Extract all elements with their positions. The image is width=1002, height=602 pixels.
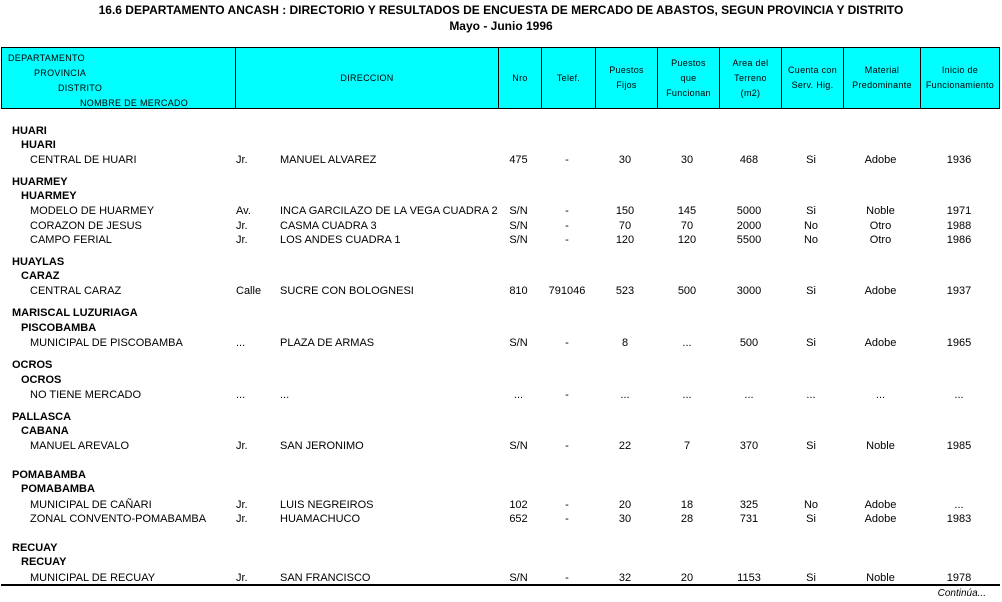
provincia-name: HUAYLAS: [12, 256, 65, 268]
distrito-row: [0, 269, 1002, 283]
page-title: 16.6 DEPARTAMENTO ANCASH : DIRECTORIO Y RESULTADOS DE ENCUESTA DE MERCADO DE ABASTOS, SEGUN PROVINCIA Y DISTRITO: [98, 3, 904, 17]
cell-mat: Adobe: [864, 499, 897, 511]
cell-tel: -: [565, 440, 569, 452]
header-nro: Nro: [499, 48, 542, 108]
distrito-name: CABANA: [21, 425, 69, 437]
cell-fijos: 150: [615, 205, 635, 217]
header-inicio: Inicio de Funcionamiento: [925, 65, 995, 90]
cell-mat: Adobe: [864, 154, 897, 166]
cell-mat: Adobe: [864, 285, 897, 297]
cell-via: Av.: [236, 205, 251, 217]
distrito-row: [0, 189, 1002, 203]
cell-func: 120: [677, 234, 697, 246]
distrito-name: HUARI: [21, 139, 56, 151]
cell-func: ...: [682, 337, 692, 349]
distrito-row: [0, 424, 1002, 438]
cell-area: 731: [739, 513, 759, 525]
cell-name: CORAZON DE JESUS: [30, 220, 142, 232]
cell-tel: -: [565, 154, 569, 166]
cell-area: 1153: [737, 572, 761, 584]
cell-name: MUNICIPAL DE CAÑARI: [30, 499, 152, 511]
distrito-row: [0, 482, 1002, 496]
header-puestos-fijos: Puestos Fijos: [596, 48, 658, 108]
cell-serv: Si: [806, 205, 816, 217]
cell-tel: -: [565, 205, 569, 217]
provincia-row: [0, 468, 1002, 482]
cell-serv: Si: [806, 440, 816, 452]
cell-dir: LUIS NEGREIROS: [280, 499, 374, 511]
cell-area: 3000: [736, 285, 762, 297]
cell-func: 7: [683, 440, 691, 452]
provincia-name: OCROS: [12, 359, 53, 371]
cell-inicio: ...: [954, 389, 964, 401]
distrito-row: [0, 321, 1002, 335]
distrito-name: OCROS: [21, 374, 62, 386]
header-area-terreno: Area del Terreno (m2): [720, 48, 782, 108]
provincia-row: [0, 175, 1002, 189]
cell-inicio: 1983: [946, 513, 972, 525]
cell-tel: -: [565, 513, 569, 525]
cell-name: MUNICIPAL DE PISCOBAMBA: [30, 337, 183, 349]
market-row: [0, 204, 1002, 218]
market-row: [0, 388, 1002, 402]
cell-inicio: 1985: [946, 440, 972, 452]
cell-name: MODELO DE HUARMEY: [30, 205, 155, 217]
cell-fijos: 20: [618, 499, 632, 511]
cell-mat: ...: [875, 389, 886, 401]
cell-nro: ...: [513, 389, 524, 401]
cell-fijos: ...: [620, 389, 630, 401]
market-row: [0, 439, 1002, 453]
cell-mat: Noble: [866, 440, 895, 452]
cell-serv: Si: [806, 285, 816, 297]
cell-nro: S/N: [509, 572, 528, 584]
cell-mat: Adobe: [864, 513, 897, 525]
cell-nro: 652: [509, 513, 528, 525]
cell-func: 20: [680, 572, 694, 584]
cell-tel: 791046: [548, 285, 586, 297]
market-row: [0, 571, 1002, 585]
cell-tel: -: [565, 499, 569, 511]
cell-dir: SAN FRANCISCO: [280, 572, 371, 584]
distrito-name: POMABAMBA: [21, 483, 95, 495]
cell-fijos: 22: [618, 440, 632, 452]
provincia-name: HUARI: [12, 125, 47, 137]
cell-serv: No: [803, 499, 819, 511]
provincia-row: [0, 358, 1002, 372]
cell-serv: ...: [806, 389, 816, 401]
market-row: [0, 233, 1002, 247]
provincia-name: RECUAY: [12, 542, 58, 554]
cell-nro: 102: [509, 499, 528, 511]
cell-inicio: 1978: [946, 572, 972, 584]
distrito-name: HUARMEY: [21, 190, 77, 202]
cell-nro: 475: [509, 154, 528, 166]
cell-dir: PLAZA DE ARMAS: [280, 337, 375, 349]
market-row: [0, 498, 1002, 512]
cell-inicio: 1965: [946, 337, 972, 349]
cell-fijos: 120: [615, 234, 635, 246]
cell-mat: Otro: [869, 220, 892, 232]
cell-area: 468: [739, 154, 759, 166]
cell-func: 70: [680, 220, 694, 232]
cell-serv: Si: [806, 513, 816, 525]
market-row: [0, 153, 1002, 167]
cell-func: 28: [680, 513, 694, 525]
market-row: [0, 336, 1002, 350]
cell-dir: LOS ANDES CUADRA 1: [280, 234, 401, 246]
cell-fijos: 8: [621, 337, 629, 349]
cell-fijos: 30: [618, 154, 632, 166]
cell-mat: Noble: [866, 572, 895, 584]
cell-tel: -: [565, 220, 569, 232]
cell-dir: ...: [280, 389, 290, 401]
cell-nro: S/N: [509, 440, 528, 452]
provincia-row: [0, 255, 1002, 269]
cell-via: Jr.: [236, 572, 248, 584]
page-subtitle: Mayo - Junio 1996: [449, 19, 553, 33]
cell-serv: Si: [806, 154, 816, 166]
cell-mat: Otro: [869, 234, 892, 246]
market-row: [0, 284, 1002, 298]
bottom-rule: [1, 584, 1000, 586]
table-header: [1, 47, 1000, 109]
cell-dir: HUAMACHUCO: [280, 513, 361, 525]
provincia-name: HUARMEY: [12, 176, 68, 188]
cell-func: 18: [680, 499, 694, 511]
header-distrito: DISTRITO: [58, 83, 103, 93]
header-provincia: PROVINCIA: [34, 68, 87, 78]
cell-area: 2000: [736, 220, 762, 232]
cell-name: MUNICIPAL DE RECUAY: [30, 572, 156, 584]
provincia-name: MARISCAL LUZURIAGA: [12, 307, 138, 319]
header-serv-hig: Cuenta con Serv. Hig.: [782, 48, 844, 108]
cell-tel: -: [565, 389, 569, 401]
distrito-row: [0, 373, 1002, 387]
cell-name: NO TIENE MERCADO: [30, 389, 142, 401]
cell-via: Jr.: [236, 499, 248, 511]
cell-name: ZONAL CONVENTO-POMABAMBA: [30, 513, 207, 525]
market-row: [0, 512, 1002, 526]
cell-name: CAMPO FERIAL: [30, 234, 112, 246]
cell-serv: Si: [806, 572, 816, 584]
cell-nro: S/N: [509, 234, 528, 246]
cell-fijos: 32: [618, 572, 632, 584]
cell-inicio: 1988: [946, 220, 972, 232]
cell-area: ...: [744, 389, 754, 401]
cell-inicio: 1971: [946, 205, 972, 217]
cell-func: ...: [682, 389, 692, 401]
continua-note: Continúa...: [937, 588, 986, 599]
header-direccion: DIRECCION: [236, 48, 499, 108]
header-telef: Telef.: [542, 48, 596, 108]
distrito-name: CARAZ: [21, 270, 60, 282]
cell-inicio: 1937: [946, 285, 972, 297]
cell-via: ...: [236, 389, 246, 401]
cell-serv: No: [803, 220, 819, 232]
cell-name: CENTRAL CARAZ: [30, 285, 122, 297]
cell-tel: -: [565, 337, 569, 349]
header-puestos-funcionan: Puestos que Funcionan: [658, 48, 720, 108]
cell-inicio: 1936: [946, 154, 972, 166]
provincia-row: [0, 410, 1002, 424]
cell-mat: Adobe: [864, 337, 897, 349]
cell-serv: No: [803, 234, 819, 246]
cell-nro: 810: [509, 285, 528, 297]
provincia-row: [0, 541, 1002, 555]
distrito-name: PISCOBAMBA: [21, 322, 97, 334]
cell-dir: MANUEL ALVAREZ: [280, 154, 377, 166]
cell-area: 500: [739, 337, 759, 349]
cell-dir: INCA GARCILAZO DE LA VEGA CUADRA 2: [280, 205, 498, 217]
distrito-name: RECUAY: [21, 556, 67, 568]
cell-area: 325: [739, 499, 759, 511]
cell-via: Jr.: [236, 154, 248, 166]
cell-via: ...: [236, 337, 246, 349]
cell-dir: SAN JERONIMO: [280, 440, 364, 452]
cell-fijos: 523: [615, 285, 635, 297]
cell-nro: S/N: [509, 205, 528, 217]
header-departamento: DEPARTAMENTO: [8, 53, 85, 63]
cell-serv: Si: [806, 337, 816, 349]
provincia-name: POMABAMBA: [12, 469, 86, 481]
cell-via: Jr.: [236, 513, 248, 525]
cell-func: 500: [677, 285, 697, 297]
cell-dir: CASMA CUADRA 3: [280, 220, 377, 232]
market-row: [0, 219, 1002, 233]
cell-name: CENTRAL DE HUARI: [30, 154, 137, 166]
provincia-name: PALLASCA: [12, 411, 72, 423]
header-nombre-mercado: NOMBRE DE MERCADO: [80, 98, 189, 108]
cell-via: Jr.: [236, 220, 248, 232]
cell-tel: -: [565, 234, 569, 246]
cell-fijos: 70: [618, 220, 632, 232]
cell-mat: Noble: [866, 205, 895, 217]
cell-nro: S/N: [509, 220, 528, 232]
cell-via: Jr.: [236, 440, 248, 452]
cell-inicio: 1986: [946, 234, 972, 246]
provincia-row: [0, 124, 1002, 138]
header-material: Material Predominante: [844, 48, 921, 108]
cell-fijos: 30: [618, 513, 632, 525]
header-location-group: [2, 48, 236, 108]
cell-inicio: ...: [954, 499, 964, 511]
cell-area: 370: [739, 440, 759, 452]
provincia-row: [0, 306, 1002, 320]
cell-func: 30: [680, 154, 694, 166]
cell-name: MANUEL AREVALO: [30, 440, 130, 452]
cell-nro: S/N: [509, 337, 528, 349]
cell-tel: -: [565, 572, 569, 584]
cell-via: Calle: [236, 285, 262, 297]
cell-via: Jr.: [236, 234, 248, 246]
cell-area: 5000: [736, 205, 762, 217]
cell-area: 5500: [736, 234, 762, 246]
cell-func: 145: [677, 205, 697, 217]
distrito-row: [0, 555, 1002, 569]
distrito-row: [0, 138, 1002, 152]
cell-dir: SUCRE CON BOLOGNESI: [280, 285, 414, 297]
